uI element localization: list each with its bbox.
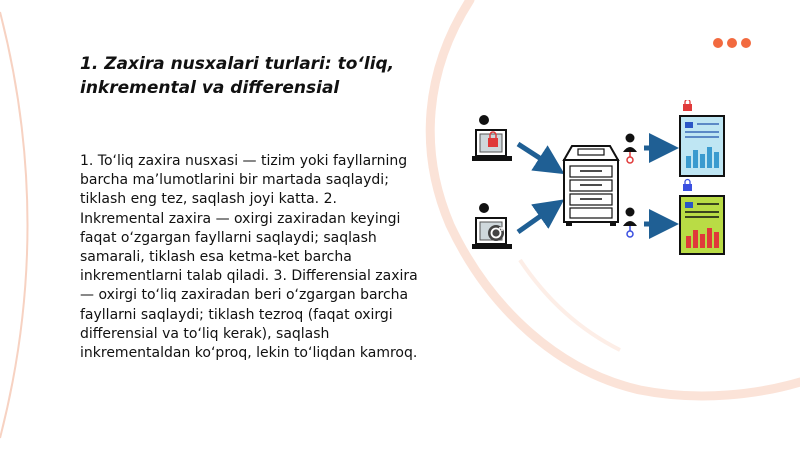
- arrow-bottom-to-server: [518, 208, 552, 232]
- locked-document-icon: [680, 180, 724, 255]
- backup-diagram: [470, 100, 740, 260]
- user-laptop-refresh-icon: [472, 203, 512, 249]
- user-key-icon: [623, 208, 637, 238]
- server-icon: [564, 146, 618, 226]
- dot: [713, 38, 723, 48]
- dot: [727, 38, 737, 48]
- user-laptop-lock-icon: [472, 115, 512, 161]
- arrow-top-to-server: [518, 144, 552, 166]
- locked-document-icon: [680, 100, 724, 176]
- left-edge-arc: [0, 12, 28, 438]
- slide-title: 1. Zaxira nusxalari turlari: to‘liq, inkremental va differensial: [80, 54, 395, 98]
- user-key-icon: [623, 134, 637, 164]
- dot: [741, 38, 751, 48]
- three-dots-icon: [713, 38, 751, 48]
- slide-body: 1. To‘liq zaxira nusxasi — tizim yoki fayllarning barcha ma’lumotlarini bir martada saqlaydi; tiklash eng tez, saqlash joyi katta. 2. Inkremental zaxira — oxirgi zaxiradan keyingi faqat o‘zgargan fayllarni saqlaydi; saqlash samarali, tiklash esa ketma-ket barcha inkrementlarni talab qiladi. 3. Differensial zaxira — oxirgi to‘liq zaxiradan beri o‘zgargan barcha fayllarni saqlaydi; tiklash tezroq (faqat oxirgi differensial va to‘liq kerak), saqlash inkrementaldan ko‘proq, lekin to‘liqdan kamroq.: [80, 153, 418, 362]
